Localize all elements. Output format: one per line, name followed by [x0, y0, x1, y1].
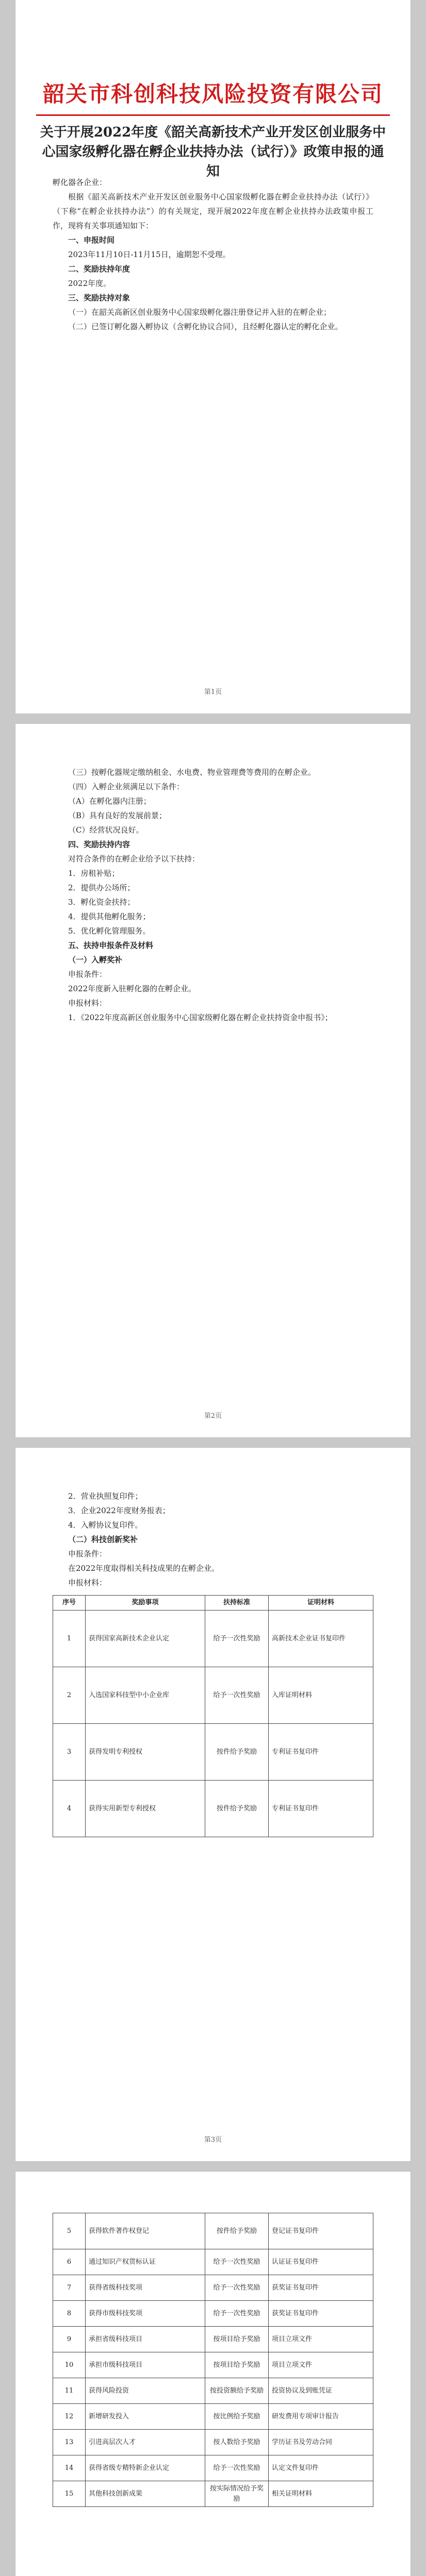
section-heading: 四、奖励扶持内容 [68, 840, 130, 849]
page-number: 第3页 [204, 2136, 222, 2144]
table-cell: 获得市级科技奖项 [86, 2301, 205, 2327]
column-header: 扶持标准 [205, 1596, 269, 1611]
table-row [53, 2378, 373, 2404]
intro-paragraph: 根据《韶关高新技术产业开发区创业服务中心国家级孵化器在孵企业扶持办法（试行）》（下称“在孵企业扶持办法”）的有关规定，现开展2022年度在孵企业扶持办法政策申报工作，现将有关事项通知如下： [53, 192, 373, 230]
table-cell: 获得省级科技奖项 [86, 2275, 205, 2301]
section-heading: 一、申报时间 [68, 235, 115, 245]
table-cell: 4 [53, 1781, 86, 1837]
table-row [53, 1611, 373, 1667]
table-cell: 13 [53, 2430, 86, 2455]
company-letterhead: 韶关市科创科技风险投资有限公司 [42, 81, 383, 107]
page1-body [53, 175, 373, 334]
table-cell: 给予一次性奖励 [205, 2249, 269, 2275]
table-cell: 按投资额给予奖励 [205, 2378, 269, 2404]
document-page-3 [15, 1448, 411, 2161]
page2-body [53, 765, 373, 1025]
table-cell: 给予一次性奖励 [205, 1611, 269, 1667]
paragraph: 申报条件： [68, 970, 107, 979]
page-number: 第2页 [204, 1412, 222, 1420]
table-cell: 按件给予奖励 [205, 1781, 269, 1837]
table-cell: 按项目给予奖励 [205, 2327, 269, 2352]
table-cell: 学历证书及劳动合同 [269, 2430, 373, 2455]
subsection-heading: （二）科技创新奖补 [68, 1535, 138, 1544]
paragraph: 对符合条件的在孵企业给予以下扶持： [68, 854, 200, 863]
table-cell: 获奖证书复印件 [269, 2275, 373, 2301]
paragraph: 在2022年度取得相关科技成果的在孵企业。 [68, 1564, 220, 1573]
table-cell: 获奖证书复印件 [269, 2301, 373, 2327]
paragraph: （四）入孵企业须满足以下条件： [68, 782, 185, 791]
table-cell: 入选国家科技型中小企业库 [86, 1667, 205, 1724]
table-row [53, 2455, 373, 2481]
salutation: 孵化器各企业： [53, 178, 107, 187]
table-cell: 获得发明专利授权 [86, 1724, 205, 1781]
table-row [53, 2301, 373, 2327]
table-row [53, 2213, 373, 2249]
page-number: 第1页 [204, 688, 222, 696]
paragraph: （一）在韶关高新区创业服务中心国家级孵化器注册登记并入驻的在孵企业； [68, 308, 332, 317]
table-cell: 10 [53, 2352, 86, 2378]
paragraph: （C）经营状况良好。 [68, 825, 144, 835]
table-cell: 获得国家高新技术企业认定 [86, 1611, 205, 1667]
paragraph: 2023年11月10日-11月15日，逾期恕不受理。 [68, 250, 231, 259]
letterhead-divider [36, 114, 390, 116]
table-row [53, 1781, 373, 1837]
table-cell: 1 [53, 1611, 86, 1667]
table-row [53, 2481, 373, 2507]
table-row [53, 1667, 373, 1724]
table-cell: 新增研发投入 [86, 2404, 205, 2430]
table-cell: 投资协议及到账凭证 [269, 2378, 373, 2404]
list-item: 2．营业执照复印件； [68, 1492, 143, 1501]
table-cell: 承担市级科技项目 [86, 2352, 205, 2378]
paragraph: 2022年度。 [68, 279, 111, 288]
section-heading: 三、奖励扶持对象 [68, 293, 130, 302]
list-item: 3．孵化资金扶持； [68, 897, 135, 907]
table-cell: 3 [53, 1724, 86, 1781]
table-cell: 给予一次性奖励 [205, 2455, 269, 2481]
table-cell: 相关证明材料 [269, 2481, 373, 2507]
document-page-2 [15, 724, 411, 1437]
document-page-1 [15, 0, 411, 714]
list-item: 2．提供办公场所； [68, 883, 135, 892]
list-item: 4．入孵协议复印件。 [68, 1520, 143, 1530]
list-item: 3．企业2022年度财务报表； [68, 1506, 170, 1515]
paragraph: （B）具有良好的发展前景； [68, 811, 167, 820]
document-page-4 [15, 2172, 411, 2576]
paragraph: （二）已签订孵化器入孵协议（含孵化协议合同），且经孵化器认定的孵化企业。 [68, 322, 343, 331]
table-cell: 8 [53, 2301, 86, 2327]
section-heading: 二、奖励扶持年度 [68, 264, 130, 274]
paragraph: 2022年度新入驻孵化器的在孵企业。 [68, 984, 196, 993]
list-item: 4．提供其他孵化服务； [68, 912, 151, 921]
table-cell: 认证证书复印件 [269, 2249, 373, 2275]
table-row [53, 2404, 373, 2430]
subsection-heading: （一）入孵奖补 [68, 955, 123, 964]
table-cell: 获得风险投资 [86, 2378, 205, 2404]
table-cell: 2 [53, 1667, 86, 1724]
table-cell: 其他科技创新成果 [86, 2481, 205, 2507]
table-cell: 7 [53, 2275, 86, 2301]
table-row [53, 2352, 373, 2378]
table-cell: 认定文件复印件 [269, 2455, 373, 2481]
table-cell: 给予一次性奖励 [205, 2275, 269, 2301]
table-row [53, 2249, 373, 2275]
document-title: 关于开展2022年度《韶关高新技术产业开发区创业服务中心国家级孵化器在孵企业扶持办法（试行）》政策申报的通知 [40, 125, 386, 179]
table-row [53, 2327, 373, 2352]
table-header-row [53, 1596, 373, 1611]
list-item: 1．《2022年度高新区创业服务中心国家级孵化器在孵企业扶持资金申报书》； [68, 1013, 333, 1022]
table-cell: 登记证书复印件 [269, 2213, 373, 2249]
table-cell: 获得实用新型专利授权 [86, 1781, 205, 1837]
table-cell: 高新技术企业证书复印件 [269, 1611, 373, 1667]
table-cell: 项目立项文件 [269, 2327, 373, 2352]
reward-table-continued [53, 2213, 373, 2507]
table-cell: 引进高层次人才 [86, 2430, 205, 2455]
table-cell: 入库证明材料 [269, 1667, 373, 1724]
table-cell: 获得省级专精特新企业认定 [86, 2455, 205, 2481]
reward-table [53, 1595, 373, 1837]
table-row [53, 2430, 373, 2455]
table-cell: 承担省级科技项目 [86, 2327, 205, 2352]
paragraph: （三）按孵化器规定缴纳租金、水电费、物业管理费等费用的在孵企业。 [68, 768, 316, 777]
page4-body [53, 2213, 373, 2507]
table-cell: 按件给予奖励 [205, 2213, 269, 2249]
table-cell: 通过知识产权贯标认证 [86, 2249, 205, 2275]
column-header: 证明材料 [269, 1596, 373, 1611]
table-row [53, 1724, 373, 1781]
list-item: 1．房租补贴； [68, 869, 120, 878]
table-cell: 研发费用专项审计报告 [269, 2404, 373, 2430]
table-cell: 按件给予奖励 [205, 1724, 269, 1781]
section-heading: 五、扶持申报条件及材料 [68, 941, 154, 950]
paragraph: （A）在孵化器内注册； [68, 796, 151, 806]
paragraph: 申报条件： [68, 1549, 107, 1558]
table-cell: 给予一次性奖励 [205, 2301, 269, 2327]
table-cell: 9 [53, 2327, 86, 2352]
table-cell: 按人数给予奖励 [205, 2430, 269, 2455]
list-item: 5．优化孵化管理服务。 [68, 926, 151, 936]
table-cell: 给予一次性奖励 [205, 1667, 269, 1724]
table-cell: 14 [53, 2455, 86, 2481]
table-cell: 11 [53, 2378, 86, 2404]
paragraph: 申报材料： [68, 998, 107, 1008]
table-cell: 按比例给予奖励 [205, 2404, 269, 2430]
table-cell: 专利证书复印件 [269, 1724, 373, 1781]
table-cell: 按实际情况给予奖励 [205, 2481, 269, 2507]
table-cell: 项目立项文件 [269, 2352, 373, 2378]
table-cell: 15 [53, 2481, 86, 2507]
page3-body [53, 1489, 373, 1837]
paragraph: 申报材料： [68, 1578, 107, 1587]
table-cell: 按项目给予奖励 [205, 2352, 269, 2378]
table-cell: 12 [53, 2404, 86, 2430]
table-cell: 获得软件著作权登记 [86, 2213, 205, 2249]
table-cell: 5 [53, 2213, 86, 2249]
column-header: 奖励事项 [86, 1596, 205, 1611]
table-cell: 6 [53, 2249, 86, 2275]
table-cell: 专利证书复印件 [269, 1781, 373, 1837]
table-row [53, 2275, 373, 2301]
column-header: 序号 [53, 1596, 86, 1611]
